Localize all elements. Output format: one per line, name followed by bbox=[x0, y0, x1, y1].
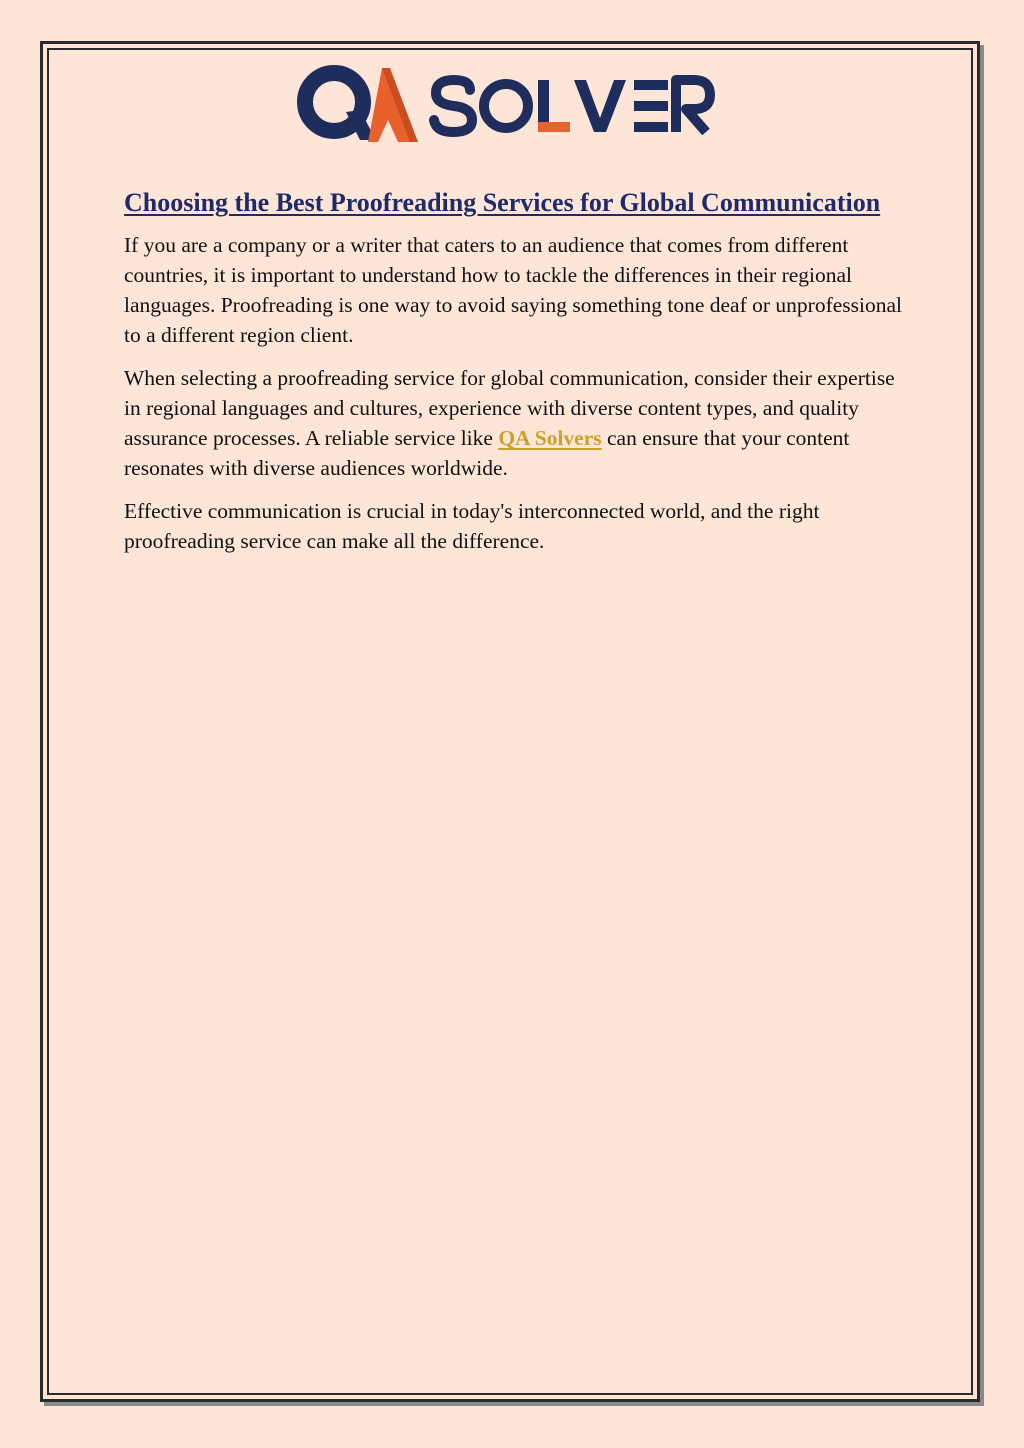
paragraph-2-text-after: can ensure that your content resonates with diverse audiences worldwide. bbox=[124, 426, 850, 480]
qa-solvers-link[interactable]: QA Solvers bbox=[498, 426, 602, 450]
paragraph-3: Effective communication is crucial in today's interconnected world, and the right proofreading service can make all the difference. bbox=[124, 499, 820, 553]
article-title: Choosing the Best Proofreading Services for Global Communication bbox=[124, 188, 881, 217]
article-content bbox=[124, 186, 904, 569]
paragraph-1: If you are a company or a writer that caters to an audience that comes from different countries, it is important to understand how to tackle the differences in their regional languages. Proofreading is one way to avoid saying something tone deaf or unprofessional to a different region client. bbox=[124, 233, 902, 347]
qa-solvers-logo bbox=[294, 60, 734, 146]
logo-graphic bbox=[294, 60, 734, 146]
paragraph-2-text-before: When selecting a proofreading service for global communication, consider their expertise in regional languages and cultures, experience with diverse content types, and quality assurance processes. A reliable service like bbox=[124, 366, 895, 450]
paragraph-2 bbox=[124, 363, 904, 483]
